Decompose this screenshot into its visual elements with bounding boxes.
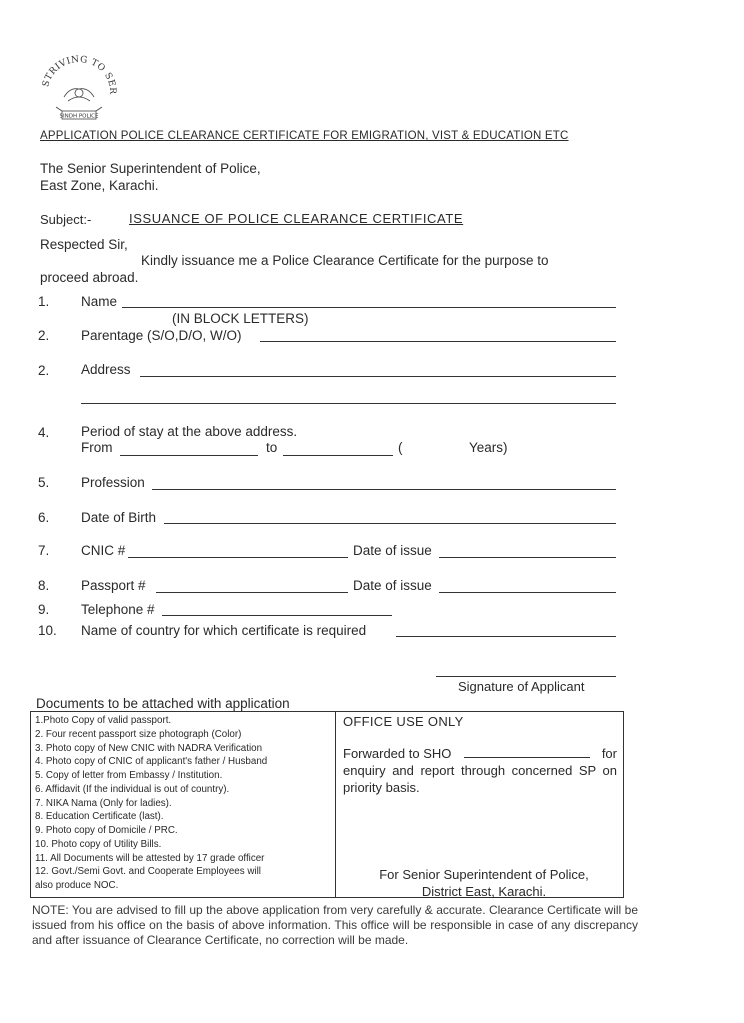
field-number: 4. xyxy=(38,425,50,440)
document-item: also produce NOC. xyxy=(35,880,119,891)
stay-paren: ( xyxy=(398,440,403,455)
office-use-instruction: enquiry and report through concerned SP on priority basis. xyxy=(343,763,617,795)
addressee-line2: East Zone, Karachi. xyxy=(40,178,159,193)
documents-list xyxy=(35,714,267,893)
country-field[interactable] xyxy=(396,636,616,637)
note-text: NOTE: You are advised to fill up the above application from very carefully & accurate. Clearance Certificate will be issued from his office on the basis of above information. This office will be responsible in case of any discrepancy and after issuance of Clearance Certificate, no correction will be made. xyxy=(32,903,638,947)
field-number: 5. xyxy=(38,475,50,490)
passport-issue-label: Date of issue xyxy=(353,578,432,593)
name-note: (IN BLOCK LETTERS) xyxy=(172,311,309,326)
field-number: 6. xyxy=(38,510,50,525)
document-item: 2. Four recent passport size photograph (Color) xyxy=(35,728,242,740)
field-number: 1. xyxy=(38,294,50,309)
form-heading: APPLICATION POLICE CLEARANCE CERTIFICATE FOR EMIGRATION, VIST & EDUCATION ETC xyxy=(40,130,569,142)
cnic-field[interactable] xyxy=(128,557,348,558)
body-line1: Kindly issuance me a Police Clearance Certificate for the purpose to xyxy=(141,253,549,268)
office-use-body xyxy=(343,745,617,796)
telephone-field[interactable] xyxy=(162,615,392,616)
passport-label: Passport # xyxy=(81,578,146,593)
address-label: Address xyxy=(81,362,131,377)
signatory-line1: For Senior Superintendent of Police, xyxy=(379,867,589,882)
office-signatory xyxy=(349,866,619,900)
forwarded-label: Forwarded to SHO xyxy=(343,746,452,761)
country-label: Name of country for which certificate is required xyxy=(81,623,367,638)
body-line2: proceed abroad. xyxy=(40,270,139,285)
documents-box xyxy=(30,711,624,898)
field-number: 8. xyxy=(38,578,50,593)
field-number: 10. xyxy=(38,623,57,638)
stay-period-label: Period of stay at the above address. xyxy=(81,424,298,439)
office-use-title: OFFICE USE ONLY xyxy=(343,714,464,729)
cnic-label: CNIC # xyxy=(81,543,126,558)
parentage-field[interactable] xyxy=(260,341,616,342)
signatory-line2: District East, Karachi. xyxy=(421,884,547,899)
sho-name-field[interactable] xyxy=(464,747,590,758)
cnic-issue-field[interactable] xyxy=(439,557,616,558)
document-item: 1.Photo Copy of valid passport. xyxy=(35,715,172,726)
field-number: 2. xyxy=(38,363,50,378)
seal-banner: SINDH POLICE xyxy=(59,113,99,120)
passport-field[interactable] xyxy=(156,592,348,593)
document-item: 10. Photo copy of Utility Bills. xyxy=(35,838,162,850)
document-item: 5. Copy of letter from Embassy / Institution. xyxy=(35,770,223,781)
stay-years-label: Years) xyxy=(469,440,508,455)
subject-label: Subject:- xyxy=(40,212,92,227)
document-item: 4. Photo copy of CNIC of applicant's father / Husband xyxy=(35,756,268,768)
name-label: Name xyxy=(81,294,118,309)
passport-issue-field[interactable] xyxy=(439,592,616,593)
field-number: 7. xyxy=(38,543,50,558)
stay-to-field[interactable] xyxy=(283,455,393,456)
profession-label: Profession xyxy=(81,475,145,490)
police-seal-logo xyxy=(38,55,120,125)
document-item: 6. Affidavit (If the individual is out of country). xyxy=(35,783,230,795)
address-field-line1[interactable] xyxy=(140,376,616,377)
dob-label: Date of Birth xyxy=(81,510,157,525)
stay-to-label: to xyxy=(266,440,278,455)
box-divider xyxy=(335,712,336,897)
signature-label: Signature of Applicant xyxy=(458,679,585,694)
for-word: for xyxy=(601,746,617,761)
address-field-line2[interactable] xyxy=(81,403,616,404)
document-item: 3. Photo copy of New CNIC with NADRA Verification xyxy=(35,742,263,754)
document-item: 9. Photo copy of Domicile / PRC. xyxy=(35,825,178,836)
document-item: 7. NIKA Nama (Only for ladies). xyxy=(35,797,172,809)
office-use-section xyxy=(343,714,617,796)
dob-field[interactable] xyxy=(164,523,616,524)
name-field[interactable] xyxy=(122,307,616,308)
field-number: 9. xyxy=(38,602,50,617)
stay-from-field[interactable] xyxy=(120,455,258,456)
cnic-issue-label: Date of issue xyxy=(353,543,432,558)
signature-field[interactable] xyxy=(436,676,616,677)
field-number: 2. xyxy=(38,328,50,343)
seal-motto: STRIVING TO SER xyxy=(41,55,118,95)
parentage-label: Parentage (S/O,D/O, W/O) xyxy=(81,328,242,343)
documents-title: Documents to be attached with application xyxy=(36,696,290,711)
stay-from-label: From xyxy=(81,440,113,455)
subject-text: ISSUANCE OF POLICE CLEARANCE CERTIFICATE xyxy=(129,211,464,226)
document-item: 12. Govt./Semi Govt. and Cooperate Employees will xyxy=(35,866,261,878)
document-item: 8. Education Certificate (last). xyxy=(35,811,164,823)
profession-field[interactable] xyxy=(152,489,616,490)
addressee-line1: The Senior Superintendent of Police, xyxy=(40,161,261,176)
salutation: Respected Sir, xyxy=(40,237,128,252)
telephone-label: Telephone # xyxy=(81,602,155,617)
document-item: 11. All Documents will be attested by 17 grade officer xyxy=(35,852,265,864)
